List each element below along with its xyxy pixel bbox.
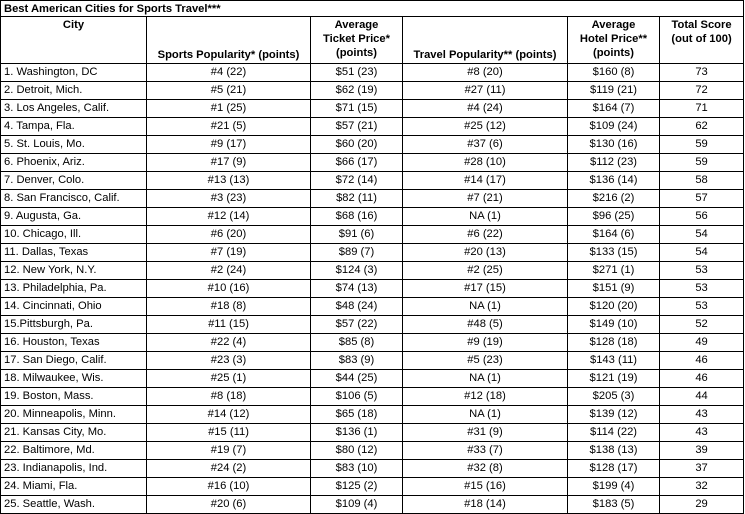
- cell-city: 11. Dallas, Texas: [1, 244, 147, 262]
- cell-city: 2. Detroit, Mich.: [1, 82, 147, 100]
- cell-sports-popularity: #8 (18): [147, 388, 311, 406]
- cell-city: 6. Phoenix, Ariz.: [1, 154, 147, 172]
- header-ticket-price: [311, 17, 403, 64]
- cell-city: 13. Philadelphia, Pa.: [1, 280, 147, 298]
- table-row: [1, 406, 744, 424]
- cell-city: 9. Augusta, Ga.: [1, 208, 147, 226]
- table-row: [1, 370, 744, 388]
- cell-sports-popularity: #14 (12): [147, 406, 311, 424]
- cell-hotel-price: $121 (19): [568, 370, 660, 388]
- table-row: [1, 334, 744, 352]
- header-hotel-line-1: Average: [591, 19, 636, 31]
- cell-ticket-price: $51 (23): [311, 64, 403, 82]
- cell-total-score: 46: [660, 352, 744, 370]
- cell-travel-popularity: #6 (22): [403, 226, 568, 244]
- cell-travel-popularity: #5 (23): [403, 352, 568, 370]
- cell-sports-popularity: #3 (23): [147, 190, 311, 208]
- table-row: [1, 100, 744, 118]
- cell-ticket-price: $68 (16): [311, 208, 403, 226]
- cell-city: 24. Miami, Fla.: [1, 478, 147, 496]
- cell-hotel-price: $149 (10): [568, 316, 660, 334]
- header-city: City: [1, 17, 147, 64]
- table-row: [1, 244, 744, 262]
- cell-hotel-price: $114 (22): [568, 424, 660, 442]
- cell-sports-popularity: #24 (2): [147, 460, 311, 478]
- cell-hotel-price: $109 (24): [568, 118, 660, 136]
- header-hotel-line-2: Hotel Price**: [579, 33, 648, 45]
- cell-city: 3. Los Angeles, Calif.: [1, 100, 147, 118]
- cell-city: 22. Baltimore, Md.: [1, 442, 147, 460]
- cell-hotel-price: $271 (1): [568, 262, 660, 280]
- cell-travel-popularity: #32 (8): [403, 460, 568, 478]
- cell-sports-popularity: #13 (13): [147, 172, 311, 190]
- cell-ticket-price: $80 (12): [311, 442, 403, 460]
- cell-total-score: 29: [660, 496, 744, 514]
- cell-hotel-price: $164 (7): [568, 100, 660, 118]
- cell-total-score: 53: [660, 298, 744, 316]
- cell-hotel-price: $128 (17): [568, 460, 660, 478]
- cell-ticket-price: $65 (18): [311, 406, 403, 424]
- cell-travel-popularity: #17 (15): [403, 280, 568, 298]
- cell-ticket-price: $71 (15): [311, 100, 403, 118]
- cell-ticket-price: $109 (4): [311, 496, 403, 514]
- cell-city: 20. Minneapolis, Minn.: [1, 406, 147, 424]
- cell-hotel-price: $143 (11): [568, 352, 660, 370]
- cell-travel-popularity: #15 (16): [403, 478, 568, 496]
- cell-total-score: 53: [660, 280, 744, 298]
- cell-hotel-price: $138 (13): [568, 442, 660, 460]
- cell-sports-popularity: #21 (5): [147, 118, 311, 136]
- cell-total-score: 73: [660, 64, 744, 82]
- cell-total-score: 72: [660, 82, 744, 100]
- cell-sports-popularity: #4 (22): [147, 64, 311, 82]
- cell-travel-popularity: #48 (5): [403, 316, 568, 334]
- cell-total-score: 39: [660, 442, 744, 460]
- cell-hotel-price: $128 (18): [568, 334, 660, 352]
- table-row: [1, 442, 744, 460]
- cell-travel-popularity: #20 (13): [403, 244, 568, 262]
- header-total-score: [660, 17, 744, 64]
- cell-sports-popularity: #1 (25): [147, 100, 311, 118]
- cell-hotel-price: $160 (8): [568, 64, 660, 82]
- cell-city: 17. San Diego, Calif.: [1, 352, 147, 370]
- header-total-line-1: Total Score: [671, 19, 732, 31]
- cell-sports-popularity: #15 (11): [147, 424, 311, 442]
- cell-city: 23. Indianapolis, Ind.: [1, 460, 147, 478]
- cell-travel-popularity: #2 (25): [403, 262, 568, 280]
- cell-sports-popularity: #25 (1): [147, 370, 311, 388]
- table-body: [1, 64, 744, 514]
- cell-ticket-price: $74 (13): [311, 280, 403, 298]
- cell-ticket-price: $136 (1): [311, 424, 403, 442]
- cell-hotel-price: $216 (2): [568, 190, 660, 208]
- cell-travel-popularity: #8 (20): [403, 64, 568, 82]
- header-total-line-2: (out of 100): [671, 33, 732, 45]
- cell-travel-popularity: #14 (17): [403, 172, 568, 190]
- cell-sports-popularity: #10 (16): [147, 280, 311, 298]
- cell-hotel-price: $164 (6): [568, 226, 660, 244]
- cell-city: 18. Milwaukee, Wis.: [1, 370, 147, 388]
- cell-sports-popularity: #17 (9): [147, 154, 311, 172]
- cell-travel-popularity: #37 (6): [403, 136, 568, 154]
- cell-ticket-price: $91 (6): [311, 226, 403, 244]
- cell-sports-popularity: #2 (24): [147, 262, 311, 280]
- cell-hotel-price: $119 (21): [568, 82, 660, 100]
- cell-hotel-price: $136 (14): [568, 172, 660, 190]
- cell-ticket-price: $44 (25): [311, 370, 403, 388]
- header-ticket-line-1: Average: [334, 19, 379, 31]
- table-row: [1, 298, 744, 316]
- cell-city: 8. San Francisco, Calif.: [1, 190, 147, 208]
- cell-ticket-price: $66 (17): [311, 154, 403, 172]
- cell-hotel-price: $139 (12): [568, 406, 660, 424]
- header-ticket-line-3: (points): [335, 47, 377, 59]
- cell-total-score: 43: [660, 424, 744, 442]
- table-row: [1, 460, 744, 478]
- cell-ticket-price: $83 (10): [311, 460, 403, 478]
- cell-hotel-price: $183 (5): [568, 496, 660, 514]
- cell-hotel-price: $112 (23): [568, 154, 660, 172]
- cell-travel-popularity: #25 (12): [403, 118, 568, 136]
- cell-sports-popularity: #22 (4): [147, 334, 311, 352]
- cell-city: 19. Boston, Mass.: [1, 388, 147, 406]
- cell-city: 4. Tampa, Fla.: [1, 118, 147, 136]
- header-ticket-line-2: Ticket Price*: [323, 33, 390, 45]
- cell-ticket-price: $89 (7): [311, 244, 403, 262]
- cell-travel-popularity: NA (1): [403, 370, 568, 388]
- cell-ticket-price: $48 (24): [311, 298, 403, 316]
- cell-hotel-price: $199 (4): [568, 478, 660, 496]
- cell-travel-popularity: #7 (21): [403, 190, 568, 208]
- cell-total-score: 59: [660, 154, 744, 172]
- cell-travel-popularity: #12 (18): [403, 388, 568, 406]
- cell-total-score: 54: [660, 226, 744, 244]
- cell-sports-popularity: #23 (3): [147, 352, 311, 370]
- cell-total-score: 43: [660, 406, 744, 424]
- cell-ticket-price: $57 (21): [311, 118, 403, 136]
- cell-sports-popularity: #12 (14): [147, 208, 311, 226]
- cell-travel-popularity: NA (1): [403, 208, 568, 226]
- cell-travel-popularity: #4 (24): [403, 100, 568, 118]
- cell-total-score: 62: [660, 118, 744, 136]
- cell-ticket-price: $85 (8): [311, 334, 403, 352]
- cell-city: 21. Kansas City, Mo.: [1, 424, 147, 442]
- cell-travel-popularity: #28 (10): [403, 154, 568, 172]
- table-title: Best American Cities for Sports Travel***: [1, 1, 744, 17]
- cell-travel-popularity: NA (1): [403, 298, 568, 316]
- cell-total-score: 37: [660, 460, 744, 478]
- cell-sports-popularity: #9 (17): [147, 136, 311, 154]
- header-sports-popularity: Sports Popularity* (points): [147, 17, 311, 64]
- cell-city: 25. Seattle, Wash.: [1, 496, 147, 514]
- table-row: [1, 280, 744, 298]
- cell-total-score: 49: [660, 334, 744, 352]
- cell-hotel-price: $133 (15): [568, 244, 660, 262]
- cell-hotel-price: $96 (25): [568, 208, 660, 226]
- cell-hotel-price: $205 (3): [568, 388, 660, 406]
- cell-sports-popularity: #11 (15): [147, 316, 311, 334]
- table-row: [1, 226, 744, 244]
- header-hotel-price: [568, 17, 660, 64]
- table-row: [1, 118, 744, 136]
- cell-travel-popularity: #18 (14): [403, 496, 568, 514]
- cell-total-score: 54: [660, 244, 744, 262]
- cell-hotel-price: $130 (16): [568, 136, 660, 154]
- cell-city: 15.Pittsburgh, Pa.: [1, 316, 147, 334]
- table-row: [1, 262, 744, 280]
- cell-total-score: 44: [660, 388, 744, 406]
- table-row: [1, 424, 744, 442]
- cell-travel-popularity: #9 (19): [403, 334, 568, 352]
- cell-city: 7. Denver, Colo.: [1, 172, 147, 190]
- cell-total-score: 46: [660, 370, 744, 388]
- cell-travel-popularity: #33 (7): [403, 442, 568, 460]
- cell-ticket-price: $124 (3): [311, 262, 403, 280]
- cell-city: 5. St. Louis, Mo.: [1, 136, 147, 154]
- table-row: [1, 316, 744, 334]
- cell-travel-popularity: #27 (11): [403, 82, 568, 100]
- cell-ticket-price: $82 (11): [311, 190, 403, 208]
- table-row: [1, 496, 744, 514]
- cell-city: 10. Chicago, Ill.: [1, 226, 147, 244]
- table-row: [1, 190, 744, 208]
- cell-ticket-price: $106 (5): [311, 388, 403, 406]
- table-row: [1, 388, 744, 406]
- cell-sports-popularity: #20 (6): [147, 496, 311, 514]
- cell-city: 1. Washington, DC: [1, 64, 147, 82]
- header-hotel-line-3: (points): [592, 47, 634, 59]
- cell-total-score: 58: [660, 172, 744, 190]
- cell-hotel-price: $120 (20): [568, 298, 660, 316]
- cell-ticket-price: $57 (22): [311, 316, 403, 334]
- cell-sports-popularity: #18 (8): [147, 298, 311, 316]
- table-row: [1, 172, 744, 190]
- cell-total-score: 71: [660, 100, 744, 118]
- cell-sports-popularity: #5 (21): [147, 82, 311, 100]
- header-travel-popularity: Travel Popularity** (points): [403, 17, 568, 64]
- cell-total-score: 52: [660, 316, 744, 334]
- cell-ticket-price: $125 (2): [311, 478, 403, 496]
- cell-city: 12. New York, N.Y.: [1, 262, 147, 280]
- cell-city: 16. Houston, Texas: [1, 334, 147, 352]
- cell-sports-popularity: #7 (19): [147, 244, 311, 262]
- cell-total-score: 56: [660, 208, 744, 226]
- cell-total-score: 57: [660, 190, 744, 208]
- cell-travel-popularity: #31 (9): [403, 424, 568, 442]
- table-row: [1, 478, 744, 496]
- cell-ticket-price: $62 (19): [311, 82, 403, 100]
- cell-ticket-price: $72 (14): [311, 172, 403, 190]
- cell-hotel-price: $151 (9): [568, 280, 660, 298]
- table-row: [1, 82, 744, 100]
- cell-city: 14. Cincinnati, Ohio: [1, 298, 147, 316]
- cell-sports-popularity: #6 (20): [147, 226, 311, 244]
- table-row: [1, 64, 744, 82]
- cell-travel-popularity: NA (1): [403, 406, 568, 424]
- cell-sports-popularity: #16 (10): [147, 478, 311, 496]
- table-row: [1, 208, 744, 226]
- cell-total-score: 32: [660, 478, 744, 496]
- table-row: [1, 154, 744, 172]
- table-row: [1, 352, 744, 370]
- cell-ticket-price: $83 (9): [311, 352, 403, 370]
- cell-total-score: 53: [660, 262, 744, 280]
- cell-total-score: 59: [660, 136, 744, 154]
- table-row: [1, 136, 744, 154]
- cell-sports-popularity: #19 (7): [147, 442, 311, 460]
- cell-ticket-price: $60 (20): [311, 136, 403, 154]
